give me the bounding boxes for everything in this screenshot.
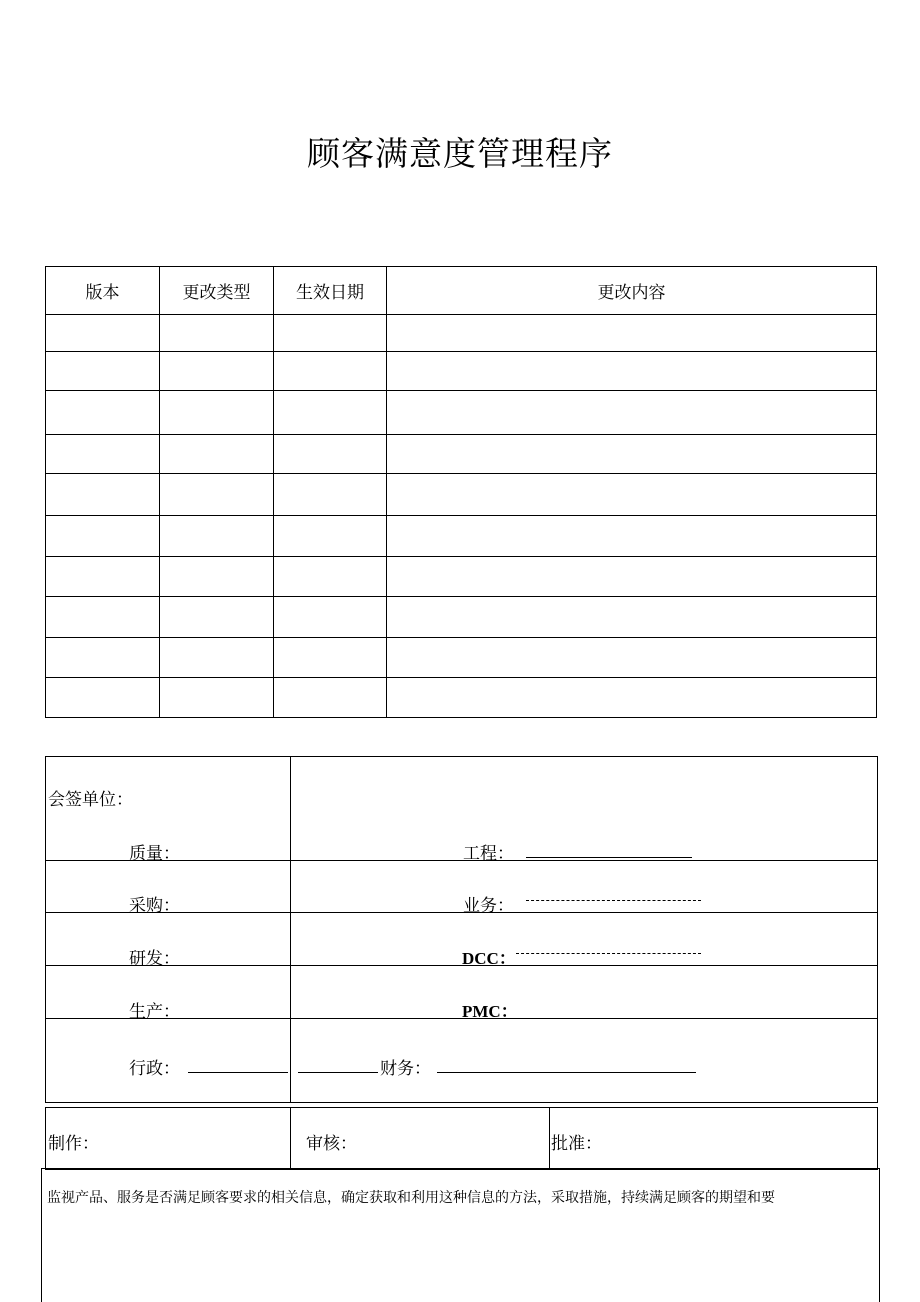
quality-label: 质量： bbox=[129, 844, 180, 864]
table-cell[interactable] bbox=[160, 352, 274, 391]
table-cell[interactable] bbox=[46, 435, 160, 474]
table-cell[interactable] bbox=[160, 474, 274, 516]
table-cell[interactable] bbox=[160, 638, 274, 678]
header-effective-date: 生效日期 bbox=[274, 267, 387, 315]
table-cell[interactable] bbox=[274, 315, 387, 352]
table-row bbox=[46, 352, 877, 391]
table-cell[interactable] bbox=[46, 474, 160, 516]
engineering-label: 工程： bbox=[463, 844, 514, 864]
table-row bbox=[46, 391, 877, 435]
table-cell[interactable] bbox=[46, 597, 160, 638]
table-cell[interactable] bbox=[46, 315, 160, 352]
document-title: 顾客满意度管理程序 bbox=[307, 134, 613, 173]
table-cell[interactable] bbox=[46, 638, 160, 678]
production-label: 生产： bbox=[129, 1002, 180, 1022]
table-cell[interactable] bbox=[160, 516, 274, 557]
table-cell[interactable] bbox=[387, 516, 877, 557]
revision-header-row bbox=[46, 267, 877, 315]
table-cell[interactable] bbox=[387, 638, 877, 678]
table-cell[interactable] bbox=[387, 352, 877, 391]
table-cell[interactable] bbox=[274, 516, 387, 557]
table-cell[interactable] bbox=[46, 678, 160, 718]
finance-label: 财务： bbox=[380, 1059, 431, 1079]
table-cell[interactable] bbox=[160, 435, 274, 474]
table-cell[interactable] bbox=[160, 391, 274, 435]
header-version: 版本 bbox=[46, 267, 160, 315]
admin-label: 行政： bbox=[129, 1059, 180, 1079]
table-cell[interactable] bbox=[274, 638, 387, 678]
approved-by-label: 批准： bbox=[551, 1134, 602, 1154]
table-cell[interactable] bbox=[46, 516, 160, 557]
finance-signature-line[interactable] bbox=[437, 1072, 696, 1073]
table-cell[interactable] bbox=[387, 315, 877, 352]
table-cell[interactable] bbox=[274, 557, 387, 597]
purpose-text: 监视产品、服务是否满足顾客要求的相关信息，确定获取和利用这种信息的方法，采取措施，持续满足顾客的期望和要 bbox=[47, 1190, 775, 1206]
table-cell[interactable] bbox=[387, 391, 877, 435]
dcc-signature-line[interactable] bbox=[516, 953, 701, 954]
table-cell[interactable] bbox=[160, 315, 274, 352]
table-cell[interactable] bbox=[160, 557, 274, 597]
header-change-type: 更改类型 bbox=[160, 267, 274, 315]
countersign-heading: 会签单位： bbox=[48, 790, 133, 810]
business-label: 业务： bbox=[463, 896, 514, 916]
table-cell[interactable] bbox=[387, 474, 877, 516]
countersign-section bbox=[45, 756, 878, 1103]
purpose-section bbox=[41, 1168, 880, 1302]
business-signature-line[interactable] bbox=[526, 900, 701, 901]
reviewed-by-label: 审核： bbox=[306, 1134, 357, 1154]
table-row bbox=[46, 474, 877, 516]
admin-signature-line[interactable] bbox=[188, 1072, 288, 1073]
table-cell[interactable] bbox=[387, 435, 877, 474]
table-cell[interactable] bbox=[46, 557, 160, 597]
table-cell[interactable] bbox=[274, 435, 387, 474]
table-row bbox=[46, 597, 877, 638]
table-cell[interactable] bbox=[387, 597, 877, 638]
table-row bbox=[46, 638, 877, 678]
purchasing-label: 采购： bbox=[129, 896, 180, 916]
table-cell[interactable] bbox=[387, 678, 877, 718]
revision-table bbox=[45, 266, 877, 718]
pmc-label: PMC： bbox=[462, 1002, 518, 1021]
table-cell[interactable] bbox=[160, 678, 274, 718]
admin-signature-line-2[interactable] bbox=[298, 1072, 378, 1073]
table-row bbox=[46, 678, 877, 718]
signoff-section bbox=[45, 1107, 878, 1170]
prepared-by-label: 制作： bbox=[48, 1134, 99, 1154]
table-cell[interactable] bbox=[274, 678, 387, 718]
dcc-label: DCC： bbox=[462, 949, 516, 968]
table-cell[interactable] bbox=[274, 391, 387, 435]
table-cell[interactable] bbox=[274, 474, 387, 516]
table-cell[interactable] bbox=[46, 352, 160, 391]
header-change-content: 更改内容 bbox=[387, 267, 877, 315]
table-cell[interactable] bbox=[46, 391, 160, 435]
table-row bbox=[46, 315, 877, 352]
engineering-signature-line[interactable] bbox=[526, 857, 692, 858]
rnd-label: 研发： bbox=[129, 949, 180, 969]
table-row bbox=[46, 557, 877, 597]
table-cell[interactable] bbox=[160, 597, 274, 638]
table-row bbox=[46, 435, 877, 474]
table-cell[interactable] bbox=[274, 352, 387, 391]
table-row bbox=[46, 516, 877, 557]
table-cell[interactable] bbox=[387, 557, 877, 597]
table-cell[interactable] bbox=[274, 597, 387, 638]
